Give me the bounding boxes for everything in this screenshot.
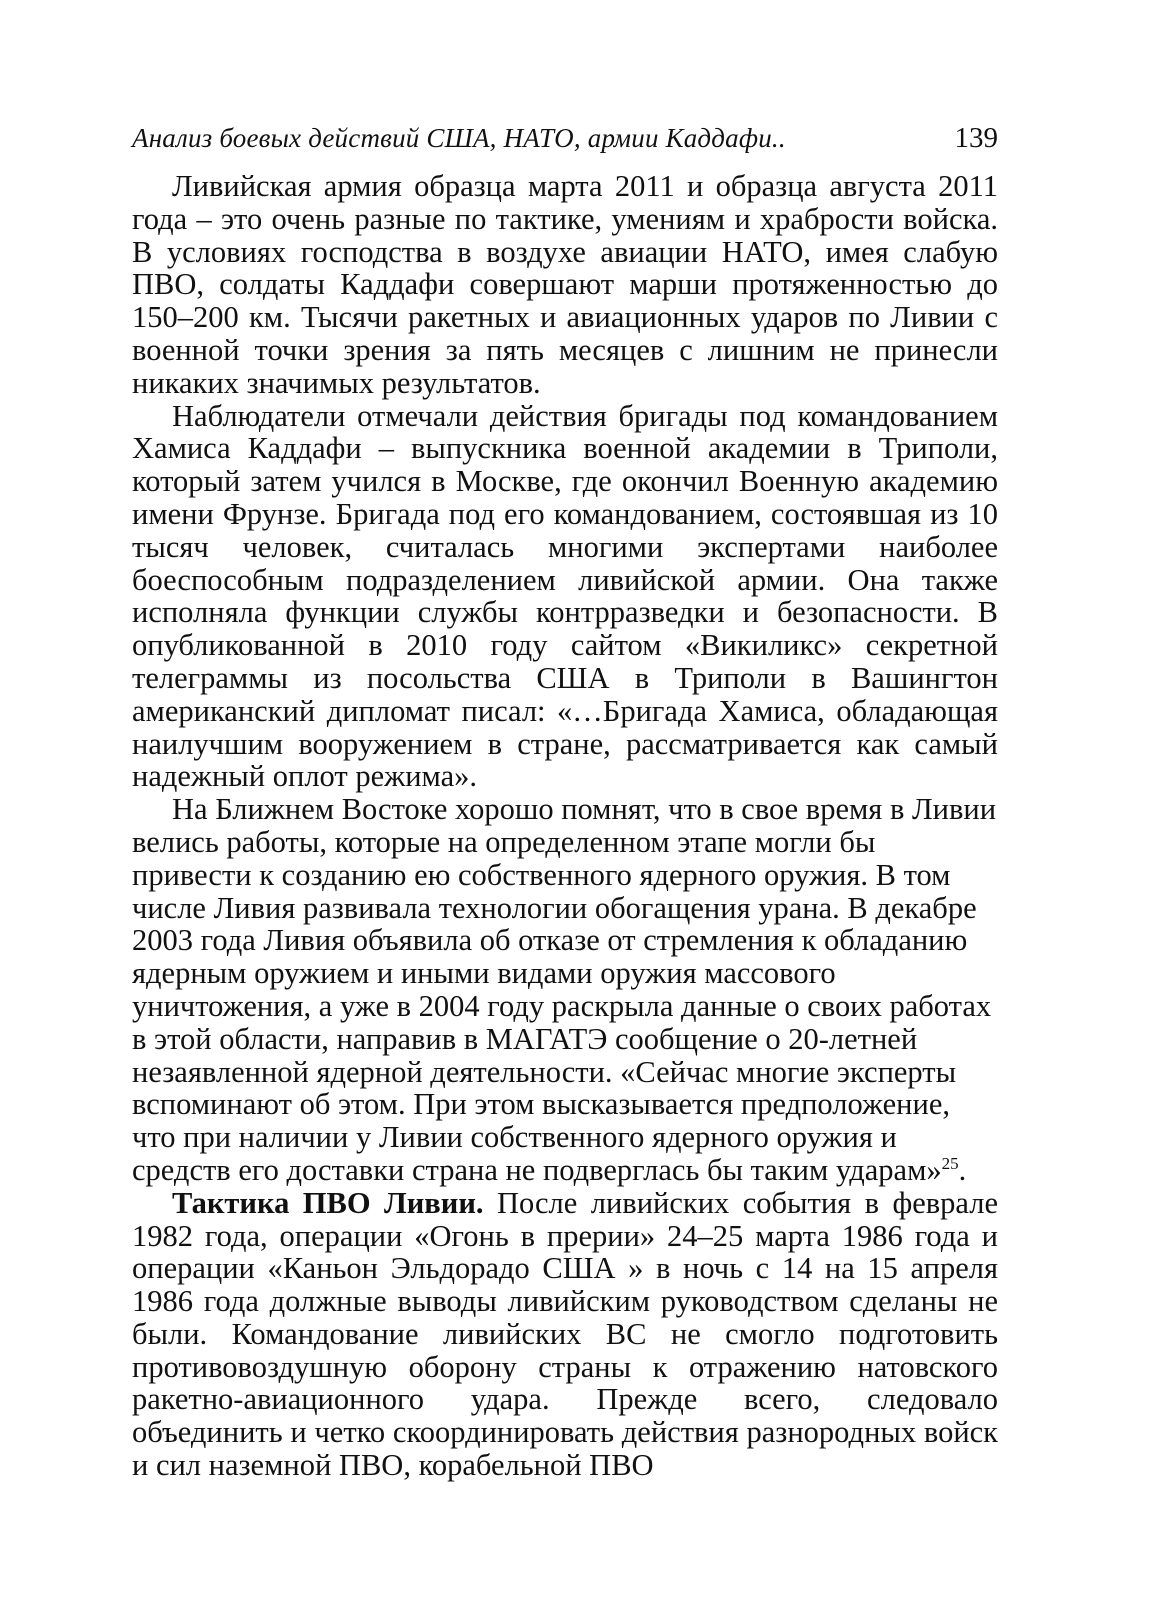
page-number: 139 (954, 122, 998, 154)
footnote-marker[interactable]: 25 (941, 1153, 959, 1173)
paragraph-2-text: Наблюдатели отмечали действия бригады под командованием Хамиса Каддафи – выпускника военной академии в Триполи, который затем учился в Москве, где окончил Военную академию имени Фрунзе. Бригада под его командованием, состоявшая из 10 тысяч человек, считалась многими экспертами наиболее боеспособным подразделением ливийской армии. Она также исполняла функции службы контрразведки и безопасности. В опубликованной в 2010 году сайтом «Викиликс» секретной телеграммы из посольства США в Триполи в Вашингтон американский дипломат писал: «…Бригада Хамиса, обладающая наилучшим вооружением в стране, рассматривается как самый надежный оплот режима». (132, 398, 998, 794)
running-title: Анализ боевых действий США, НАТО, армии Каддафи.. (132, 123, 786, 153)
section-lead-heading: Тактика ПВО Ливии. (172, 1185, 484, 1220)
paragraph-4 (132, 1187, 998, 1482)
book-page (132, 122, 998, 1482)
paragraph-2 (132, 400, 998, 794)
paragraph-1 (132, 170, 998, 400)
body-text (132, 170, 998, 1482)
paragraph-3 (132, 793, 998, 1187)
paragraph-3-end: . (958, 1152, 967, 1187)
running-head (132, 122, 998, 162)
paragraph-1-text: Ливийская армия образца марта 2011 и образца августа 2011 года – это очень разные по тактике, умениям и храбрости войска. В условиях господства в воздухе авиации НАТО, имея слабую ПВО, солдаты Каддафи совершают марши протяженностью до 150–200 км. Тысячи ракетных и авиационных ударов по Ливии с военной точки зрения за пять месяцев с лишним не принесли никаких значимых результатов. (132, 169, 998, 400)
paragraph-4-text: После ливийских события в феврале 1982 года, операции «Огонь в прерии» 24–25 марта 1986 года и операции «Каньон Эльдорадо США » в ночь с 14 на 15 апреля 1986 года должные выводы ливийским руководством сделаны не были. Командование ливийских ВС не смогло подготовить противовоздушную оборону страны к отражению натовского ракетно-авиационного удара. Прежде всего, следовало объединить и четко скоординировать действия разнородных войск и сил наземной ПВО, корабельной ПВО (132, 1185, 998, 1483)
paragraph-3-text: На Ближнем Востоке хорошо помнят, что в свое время в Ливии велись работы, которые на определенном этапе могли бы привести к созданию ею собственного ядерного оружия. В том числе Ливия развивала технологии обогащения урана. В декабре 2003 года Ливия объявила об отказе от стремления к обладанию ядерным оружием и иными видами оружия массового уничтожения, а уже в 2004 году раскрыла данные о своих работах в этой области, направив в МАГАТЭ сообщение о 20-летней незаявленной ядерной деятельности. «Сейчас многие эксперты вспоминают об этом. При этом высказывается предположение, что при наличии у Ливии собственного ядерного оружия и средств его доставки страна не подверглась бы таким ударам» (132, 792, 997, 1187)
